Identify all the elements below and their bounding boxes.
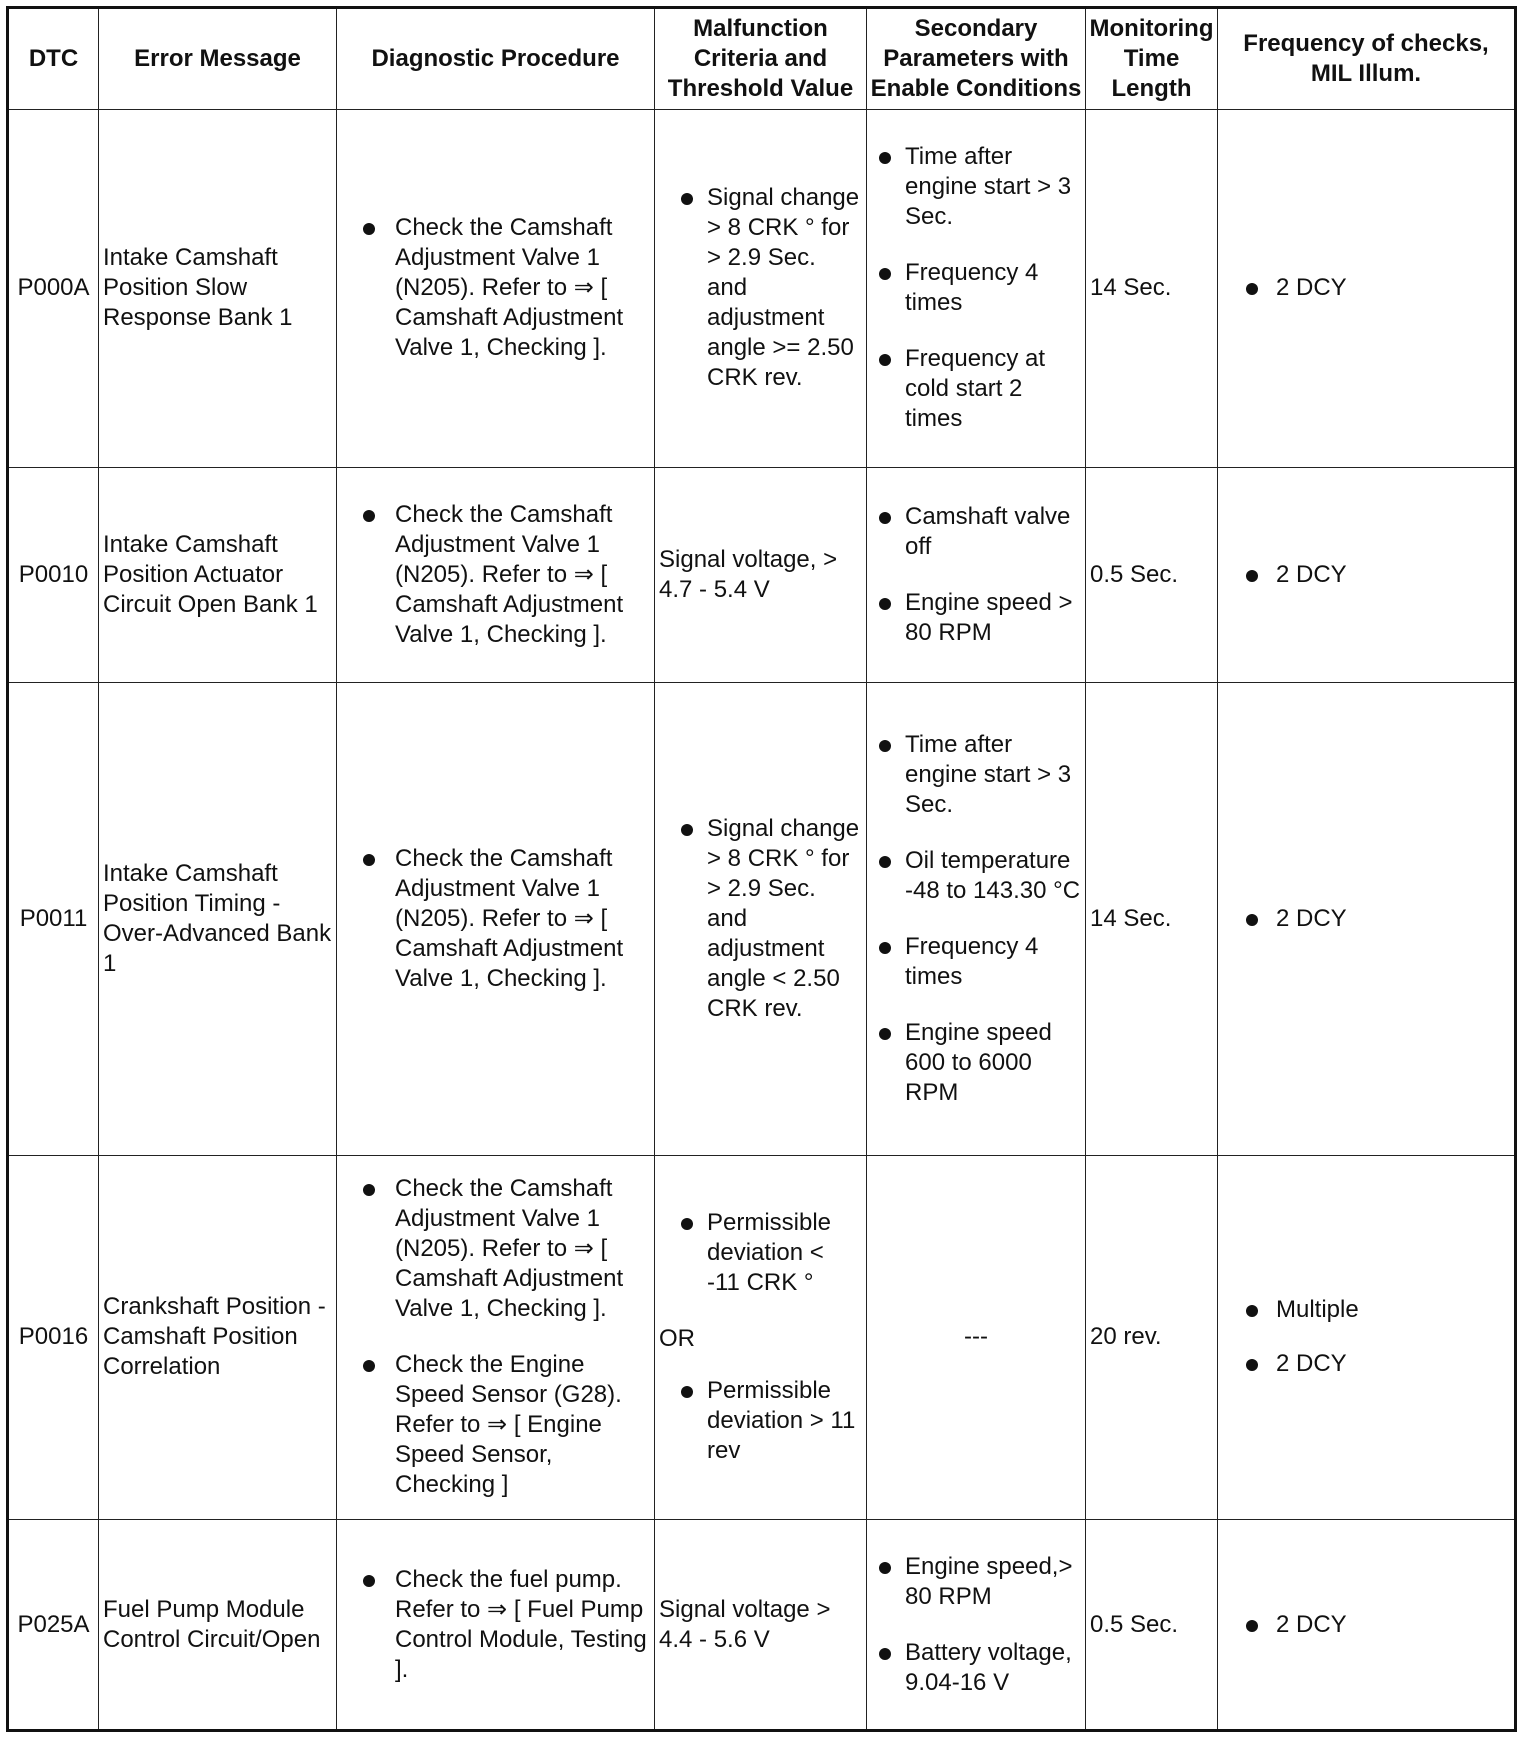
frequency-checks — [1218, 682, 1516, 1155]
procedure-item: Check the fuel pump. Refer to ⇒ [ Fuel Pump Control Module, Testing ]. — [341, 1565, 650, 1685]
malfunction-item: Permissible deviation > 11 rev — [659, 1376, 862, 1466]
secondary-parameters — [867, 467, 1086, 682]
malfunction-item: Permissible deviation < -11 CRK ° — [659, 1208, 862, 1298]
malfunction-item: Signal change > 8 CRK ° for > 2.9 Sec. and adjustment angle < 2.50 CRK rev. — [659, 814, 862, 1024]
diagnostic-procedure — [337, 110, 655, 467]
header-secondary-parameters: Secondary Parameters with Enable Conditions — [867, 8, 1086, 110]
monitoring-time: 20 rev. — [1086, 1155, 1218, 1519]
table-row — [8, 1520, 1516, 1731]
frequency-item: 2 DCY — [1222, 560, 1510, 590]
header-dtc: DTC — [8, 8, 99, 110]
error-message: Crankshaft Position - Camshaft Position Correlation — [99, 1155, 337, 1519]
error-message: Intake Camshaft Position Slow Response Bank 1 — [99, 110, 337, 467]
frequency-checks — [1218, 110, 1516, 467]
diagnostic-procedure — [337, 467, 655, 682]
frequency-item: 2 DCY — [1222, 1349, 1510, 1379]
malfunction-criteria: Signal voltage, > 4.7 - 5.4 V — [655, 467, 867, 682]
dtc-code: P0010 — [8, 467, 99, 682]
frequency-checks — [1218, 467, 1516, 682]
header-row — [8, 8, 1516, 110]
malfunction-criteria — [655, 1155, 867, 1519]
frequency-item: 2 DCY — [1222, 273, 1510, 303]
monitoring-time: 0.5 Sec. — [1086, 1520, 1218, 1731]
malfunction-criteria — [655, 110, 867, 467]
dtc-code: P025A — [8, 1520, 99, 1731]
procedure-item: Check the Camshaft Adjustment Valve 1 (N205). Refer to ⇒ [ Camshaft Adjustment Valve 1, Checking ]. — [341, 1174, 650, 1324]
diagnostic-procedure — [337, 1155, 655, 1519]
error-message: Intake Camshaft Position Actuator Circuit Open Bank 1 — [99, 467, 337, 682]
diagnostic-procedure — [337, 682, 655, 1155]
header-malfunction-criteria: Malfunction Criteria and Threshold Value — [655, 8, 867, 110]
monitoring-time: 0.5 Sec. — [1086, 467, 1218, 682]
table-row — [8, 110, 1516, 467]
dtc-code: P0016 — [8, 1155, 99, 1519]
monitoring-time: 14 Sec. — [1086, 682, 1218, 1155]
procedure-item: Check the Engine Speed Sensor (G28). Refer to ⇒ [ Engine Speed Sensor, Checking ] — [341, 1350, 650, 1500]
secondary-item: Camshaft valve off — [871, 502, 1081, 562]
header-frequency: Frequency of checks, MIL Illum. — [1218, 8, 1516, 110]
table-row — [8, 1155, 1516, 1519]
header-diagnostic-procedure: Diagnostic Procedure — [337, 8, 655, 110]
header-monitoring-time: Monitoring Time Length — [1086, 8, 1218, 110]
table-row — [8, 467, 1516, 682]
secondary-item: Frequency 4 times — [871, 932, 1081, 992]
procedure-item: Check the Camshaft Adjustment Valve 1 (N205). Refer to ⇒ [ Camshaft Adjustment Valve 1, Checking ]. — [341, 844, 650, 994]
secondary-parameters: --- — [867, 1155, 1086, 1519]
malfunction-item: Signal change > 8 CRK ° for > 2.9 Sec. and adjustment angle >= 2.50 CRK rev. — [659, 183, 862, 393]
secondary-item: Oil temperature -48 to 143.30 °C — [871, 846, 1081, 906]
error-message: Intake Camshaft Position Timing - Over-Advanced Bank 1 — [99, 682, 337, 1155]
monitoring-time: 14 Sec. — [1086, 110, 1218, 467]
frequency-item: 2 DCY — [1222, 904, 1510, 934]
dtc-code: P0011 — [8, 682, 99, 1155]
diagnostic-procedure — [337, 1520, 655, 1731]
frequency-checks — [1218, 1155, 1516, 1519]
secondary-item: Engine speed > 80 RPM — [871, 588, 1081, 648]
frequency-item: Multiple — [1222, 1295, 1510, 1325]
malfunction-criteria: Signal voltage > 4.4 - 5.6 V — [655, 1520, 867, 1731]
secondary-parameters — [867, 1520, 1086, 1731]
secondary-item: Engine speed,> 80 RPM — [871, 1552, 1081, 1612]
procedure-item: Check the Camshaft Adjustment Valve 1 (N205). Refer to ⇒ [ Camshaft Adjustment Valve 1, Checking ]. — [341, 500, 650, 650]
frequency-item: 2 DCY — [1222, 1610, 1510, 1640]
secondary-item: Time after engine start > 3 Sec. — [871, 142, 1081, 232]
secondary-parameters — [867, 682, 1086, 1155]
frequency-checks — [1218, 1520, 1516, 1731]
secondary-item: Time after engine start > 3 Sec. — [871, 730, 1081, 820]
table-row — [8, 682, 1516, 1155]
dtc-table — [6, 6, 1517, 1732]
dtc-code: P000A — [8, 110, 99, 467]
header-error-message: Error Message — [99, 8, 337, 110]
malfunction-criteria — [655, 682, 867, 1155]
secondary-item: Battery voltage, 9.04-16 V — [871, 1638, 1081, 1698]
error-message: Fuel Pump Module Control Circuit/Open — [99, 1520, 337, 1731]
procedure-item: Check the Camshaft Adjustment Valve 1 (N205). Refer to ⇒ [ Camshaft Adjustment Valve 1, Checking ]. — [341, 213, 650, 363]
secondary-item: Engine speed 600 to 6000 RPM — [871, 1018, 1081, 1108]
or-separator: OR — [659, 1325, 695, 1353]
secondary-item: Frequency 4 times — [871, 258, 1081, 318]
secondary-item: Frequency at cold start 2 times — [871, 344, 1081, 434]
secondary-parameters — [867, 110, 1086, 467]
